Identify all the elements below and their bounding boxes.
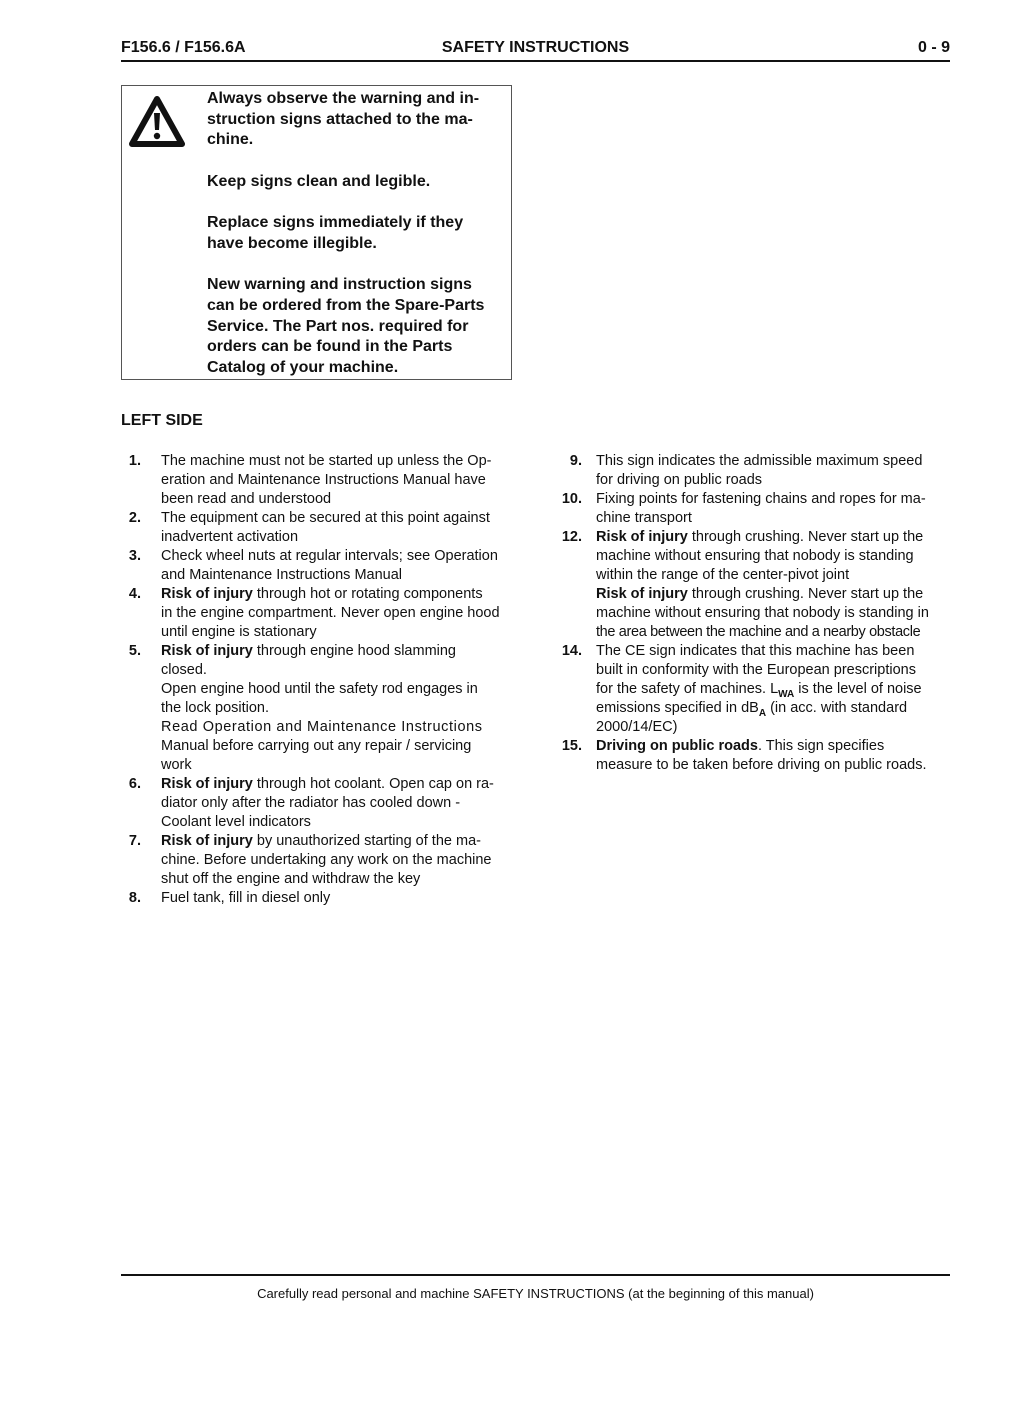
warning-text	[207, 89, 504, 379]
list-item: 2. The equipment can be secured at this point against inadvertent activation	[121, 509, 512, 547]
item-number: 9.	[569, 453, 582, 469]
list-item: 10. Fixing points for fastening chains and ropes for ma- chine transport	[556, 490, 951, 528]
footer-note: Carefully read personal and machine SAFETY INSTRUCTIONS (at the beginning of this manual)	[257, 1286, 814, 1301]
list-item: 4. Risk of injury through hot or rotating components in the engine compartment. Never open engine hood until engine is stationary	[121, 585, 512, 642]
header-page-number: 0 - 9	[917, 39, 950, 56]
item-number: 14.	[561, 643, 582, 659]
warning-paragraph: New warning and instruction signs can be ordered from the Spare-Parts Service. The Part nos. required for orders can be found in the Parts Catalog of your machine.	[207, 276, 485, 377]
list-item: 14. The CE sign indicates that this machine has been built in conformity with the European prescriptions for the safety of machines. $L_{WA}$ is the level of noise emissions specified in $dB_A$ (in acc. with standard 2000/14/EC)	[556, 642, 951, 737]
item-number: 6.	[128, 776, 141, 792]
list-item: 6. Risk of injury through hot coolant. Open cap on ra- diator only after the radiator has cooled down - Coolant level indicators	[121, 775, 512, 832]
item-number: 5.	[128, 643, 141, 659]
item-number: 7.	[128, 833, 141, 849]
list-item: 5. Risk of injury through engine hood slamming closed. Open engine hood until the safety rod engages in the lock position. Read Operation and Maintenance Instructions Manual before carrying out any repair / servicing work	[121, 642, 512, 775]
list-item: 12. Risk of injury through crushing. Never start up the machine without ensuring that nobody is standing within the range of the center-pivot joint Risk of injury through crushing. Never start up the machine without ensuring that nobody is standing in the area between the machine and a nearby obstacle	[556, 528, 951, 642]
list-item: 7. Risk of injury by unauthorized starting of the ma- chine. Before undertaking any work on the machine shut off the engine and withdraw the key	[121, 832, 512, 889]
left-column-list	[121, 452, 512, 908]
list-item: 1. The machine must not be started up unless the Op- eration and Maintenance Instructions Manual have been read and understood	[121, 452, 512, 509]
section-title: LEFT SIDE	[121, 412, 203, 429]
item-number: 8.	[128, 890, 141, 906]
list-item: 9. This sign indicates the admissible maximum speed for driving on public roads	[556, 452, 951, 490]
item-number: 2.	[128, 510, 141, 526]
list-item	[121, 889, 512, 908]
item-text: Fuel tank, fill in diesel only	[161, 890, 331, 906]
item-number: 3.	[128, 548, 141, 564]
warning-box	[121, 85, 512, 380]
item-number: 15.	[561, 738, 582, 754]
item-number: 12.	[561, 529, 582, 545]
item-number: 4.	[128, 586, 141, 602]
page-header	[121, 38, 950, 62]
right-column-list	[556, 452, 951, 775]
warning-paragraph: Replace signs immediately if they have become illegible.	[207, 214, 464, 252]
header-section-title: SAFETY INSTRUCTIONS	[441, 39, 630, 56]
footer-divider	[121, 1274, 950, 1276]
header-model: F156.6 / F156.6A	[121, 39, 246, 56]
item-number: 10.	[561, 491, 582, 507]
warning-paragraph: Always observe the warning and in- struction signs attached to the ma- chine.	[207, 90, 480, 149]
warning-triangle-icon	[129, 96, 185, 148]
list-item: 15. Driving on public roads. This sign specifies measure to be taken before driving on public roads.	[556, 737, 951, 775]
warning-paragraph: Keep signs clean and legible.	[207, 172, 431, 190]
item-number: 1.	[128, 453, 141, 469]
list-item: 3. Check wheel nuts at regular intervals; see Operation and Maintenance Instructions Manual	[121, 547, 512, 585]
